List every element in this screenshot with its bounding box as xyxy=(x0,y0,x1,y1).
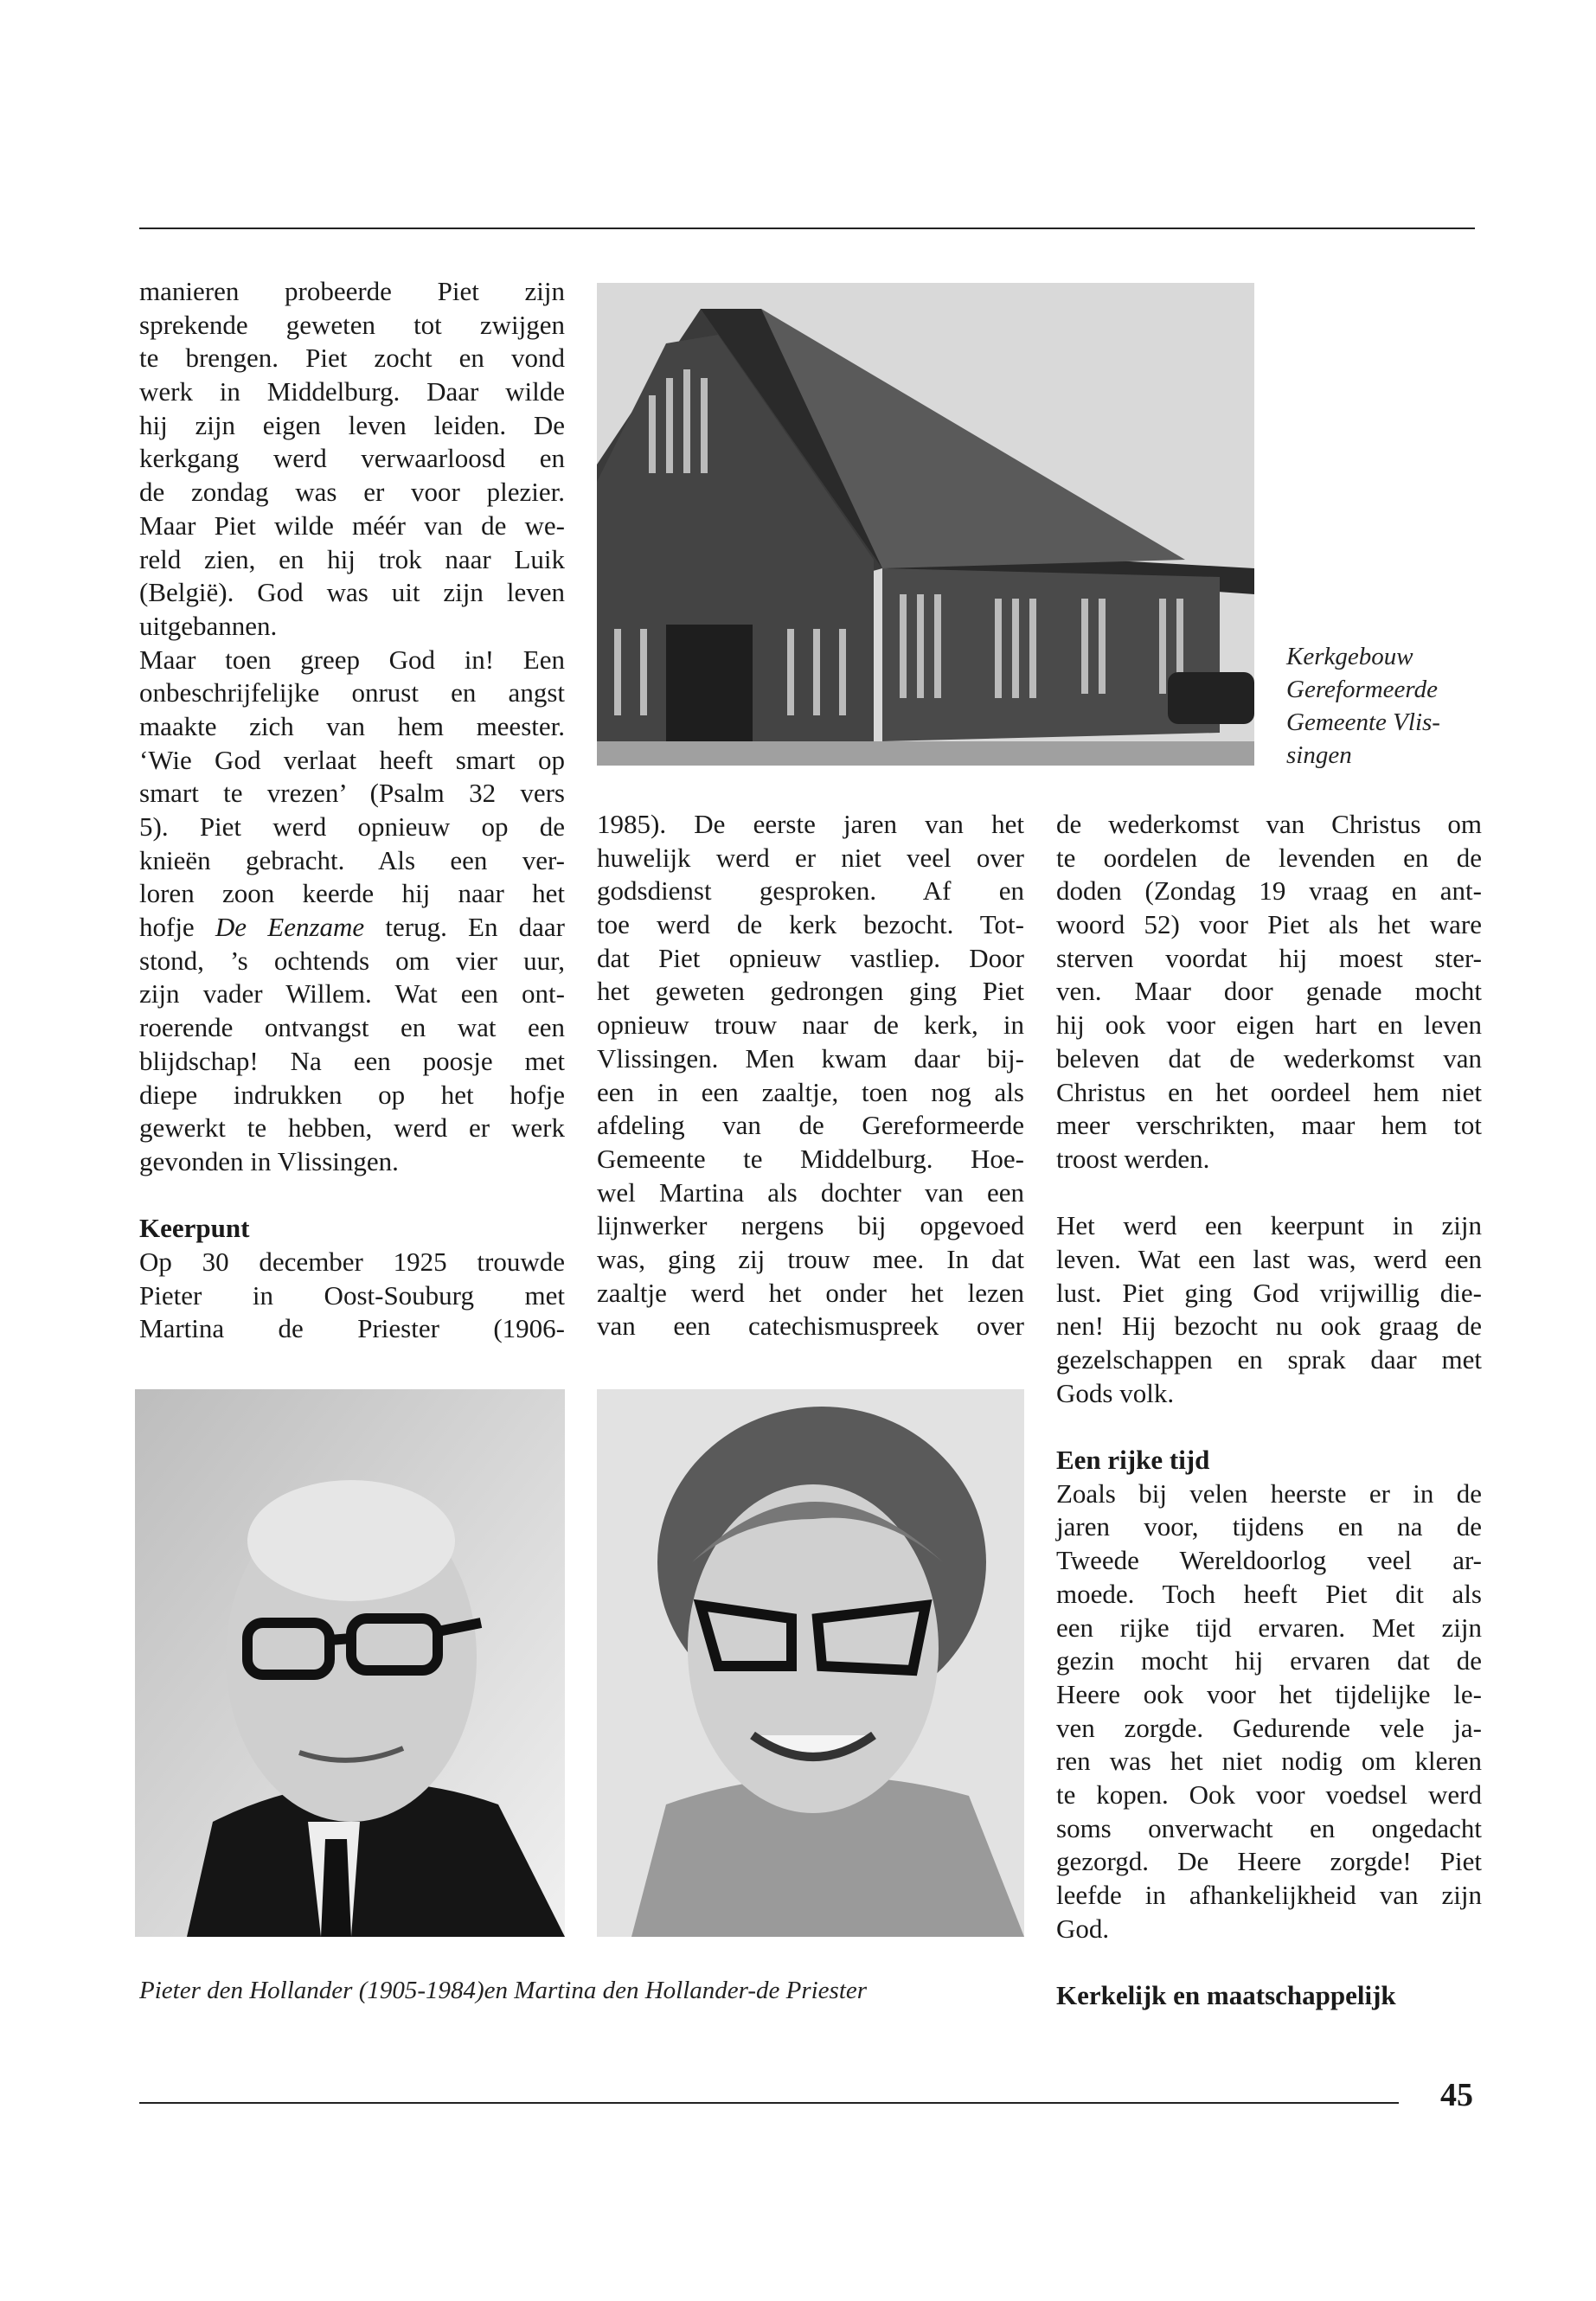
text-line: Zoals bij velen heerste er in de xyxy=(1056,1477,1482,1509)
text-line: Maar toen greep God in! Een xyxy=(139,644,565,675)
church-caption xyxy=(1286,640,1477,772)
text-line: uitgebannen. xyxy=(139,610,278,641)
text-line: toe werd de kerk bezocht. Tot- xyxy=(597,909,1024,940)
text-line: een rijke tijd ervaren. Met zijn xyxy=(1056,1612,1482,1643)
text-line: te brengen. Piet zocht en vond xyxy=(139,343,565,374)
text-line: doden (Zondag 19 vraag en ant- xyxy=(1056,875,1482,907)
text-column-right xyxy=(1056,808,1482,2013)
text-line: moede. Toch heeft Piet dit als xyxy=(1056,1578,1482,1609)
text-line: stond, ’s ochtends om vier uur, xyxy=(139,945,565,976)
text-line: Christus en het oordeel hem niet xyxy=(1056,1076,1482,1107)
text-line: ven zorgde. Gedurende vele ja- xyxy=(1056,1712,1482,1743)
text-line: zaaltje werd het onder het lezen xyxy=(597,1277,1024,1308)
text-line: zijn vader Willem. Wat een ont- xyxy=(139,978,565,1009)
text-line: godsdienst gesproken. Af en xyxy=(597,875,1024,907)
caption-line: Gemeente Vlis- xyxy=(1286,708,1440,736)
text-line: huwelijk werd er niet veel over xyxy=(597,842,1024,873)
text-line: maakte zich van hem meester. xyxy=(139,710,565,741)
page-number: 45 xyxy=(1440,2077,1473,2113)
text-line: diepe indrukken op het hofje xyxy=(139,1079,565,1110)
text-line: reld zien, en hij trok naar Luik xyxy=(139,543,565,574)
text-line: hij zijn eigen leven leiden. De xyxy=(139,409,565,440)
text-line: gezin mocht hij ervaren dat de xyxy=(1056,1645,1482,1676)
section-heading: Kerkelijk en maatschappelijk xyxy=(1056,1980,1396,2011)
text-line: (België). God was uit zijn leven xyxy=(139,577,565,608)
text-line: gevonden in Vlissingen. xyxy=(139,1145,399,1176)
text-line: wel Martina als dochter van een xyxy=(597,1176,1024,1208)
text-line: Tweede Wereldoorlog veel ar- xyxy=(1056,1545,1482,1576)
text-line: lust. Piet ging God vrijwillig die- xyxy=(1056,1277,1482,1308)
text-line: jaren voor, tijdens en na de xyxy=(1056,1511,1482,1542)
text-column-middle xyxy=(597,808,1024,1343)
text-line: hij ook voor eigen hart en leven xyxy=(1056,1009,1482,1041)
text-line: gezelschappen en sprak daar met xyxy=(1056,1344,1482,1375)
text-line: meer verschrikten, maar hem tot xyxy=(1056,1110,1482,1141)
text-line: Gods volk. xyxy=(1056,1377,1175,1408)
text-line: lijnwerker nergens bij opgevoed xyxy=(597,1210,1024,1241)
text-line: ‘Wie God verlaat heeft smart op xyxy=(139,744,565,775)
text-segment: terug. En daar xyxy=(364,912,565,943)
text-line: 1985). De eerste jaren van het xyxy=(597,809,1024,839)
text-line: Martina de Priester (1906- xyxy=(139,1313,565,1344)
text-line: ren was het niet nodig om kleren xyxy=(1056,1746,1482,1777)
section-heading: Keerpunt xyxy=(139,1213,250,1244)
text-line xyxy=(139,911,565,945)
top-rule xyxy=(139,228,1475,229)
text-line: Vlissingen. Men kwam daar bij- xyxy=(597,1042,1024,1074)
text-line: kerkgang werd verwaarloosd en xyxy=(139,443,565,474)
text-line: woord 52) voor Piet als het ware xyxy=(1056,909,1482,940)
text-line: sprekende geweten tot zwijgen xyxy=(139,309,565,340)
text-line: Gemeente te Middelburg. Hoe- xyxy=(597,1143,1024,1174)
text-line: Maar Piet wilde méér van de we- xyxy=(139,510,565,541)
text-line: troost werden. xyxy=(1056,1143,1210,1174)
text-line: 5). Piet werd opnieuw op de xyxy=(139,811,565,842)
section-heading: Een rijke tijd xyxy=(1056,1445,1210,1476)
text-line: de zondag was er voor plezier. xyxy=(139,477,565,508)
text-line: werk in Middelburg. Daar wilde xyxy=(139,376,565,407)
text-line: onbeschrijfelijke onrust en angst xyxy=(139,677,565,708)
text-line: leefde in afhankelijkheid van zijn xyxy=(1056,1880,1482,1910)
text-line: gezorgd. De Heere zorgde! Piet xyxy=(1056,1846,1482,1877)
caption-line: singen xyxy=(1286,741,1352,769)
text-line: leven. Wat een last was, werd een xyxy=(1056,1243,1482,1274)
text-line: afdeling van de Gereformeerde xyxy=(597,1110,1024,1141)
text-line: ven. Maar door genade mocht xyxy=(1056,976,1482,1007)
church-photo xyxy=(597,283,1254,766)
caption-line: Gereformeerde xyxy=(1286,676,1439,703)
text-line: van een catechismuspreek over xyxy=(597,1311,1024,1342)
text-line: een in een zaaltje, toen nog als xyxy=(597,1076,1024,1107)
text-line: manieren probeerde Piet zijn xyxy=(139,276,565,306)
text-line: knieën gebracht. Als een ver- xyxy=(139,844,565,875)
portrait-caption: Pieter den Hollander (1905-1984)en Martina den Hollander-de Priester xyxy=(139,1977,868,2004)
text-line: sterven voordat hij moest ster- xyxy=(1056,942,1482,973)
text-line: God. xyxy=(1056,1913,1110,1944)
text-line: Pieter in Oost-Souburg met xyxy=(139,1279,565,1311)
text-line: gewerkt te hebben, werd er werk xyxy=(139,1112,565,1144)
text-line: Het werd een keerpunt in zijn xyxy=(1056,1210,1482,1241)
text-line: soms onverwacht en ongedacht xyxy=(1056,1812,1482,1843)
text-column-left xyxy=(139,275,565,1346)
text-line: opnieuw trouw naar de kerk, in xyxy=(597,1009,1024,1041)
bottom-rule xyxy=(139,2102,1399,2104)
text-line: smart te vrezen’ (Psalm 32 vers xyxy=(139,778,565,809)
caption-line: Kerkgebouw xyxy=(1286,643,1413,670)
text-line: roerende ontvangst en wat een xyxy=(139,1012,565,1043)
italic-name: De Eenzame xyxy=(215,912,365,943)
text-line: Op 30 december 1925 trouwde xyxy=(139,1246,565,1277)
text-line: dat Piet opnieuw vastliep. Door xyxy=(597,942,1024,973)
text-line: het geweten gedrongen ging Piet xyxy=(597,976,1024,1007)
text-line: Heere ook voor het tijdelijke le- xyxy=(1056,1678,1482,1709)
text-line: te kopen. Ook voor voedsel werd xyxy=(1056,1779,1482,1810)
text-line: was, ging zij trouw mee. In dat xyxy=(597,1243,1024,1274)
text-line: loren zoon keerde hij naar het xyxy=(139,878,565,909)
portrait-martina xyxy=(597,1389,1024,1937)
portrait-pieter xyxy=(135,1389,565,1937)
text-segment: hofje xyxy=(139,912,215,943)
text-line: te oordelen de levenden en de xyxy=(1056,842,1482,873)
text-line: beleven dat de wederkomst van xyxy=(1056,1042,1482,1074)
text-line: de wederkomst van Christus om xyxy=(1056,809,1482,839)
text-line: nen! Hij bezocht nu ook graag de xyxy=(1056,1311,1482,1342)
text-line: blijdschap! Na een poosje met xyxy=(139,1045,565,1076)
